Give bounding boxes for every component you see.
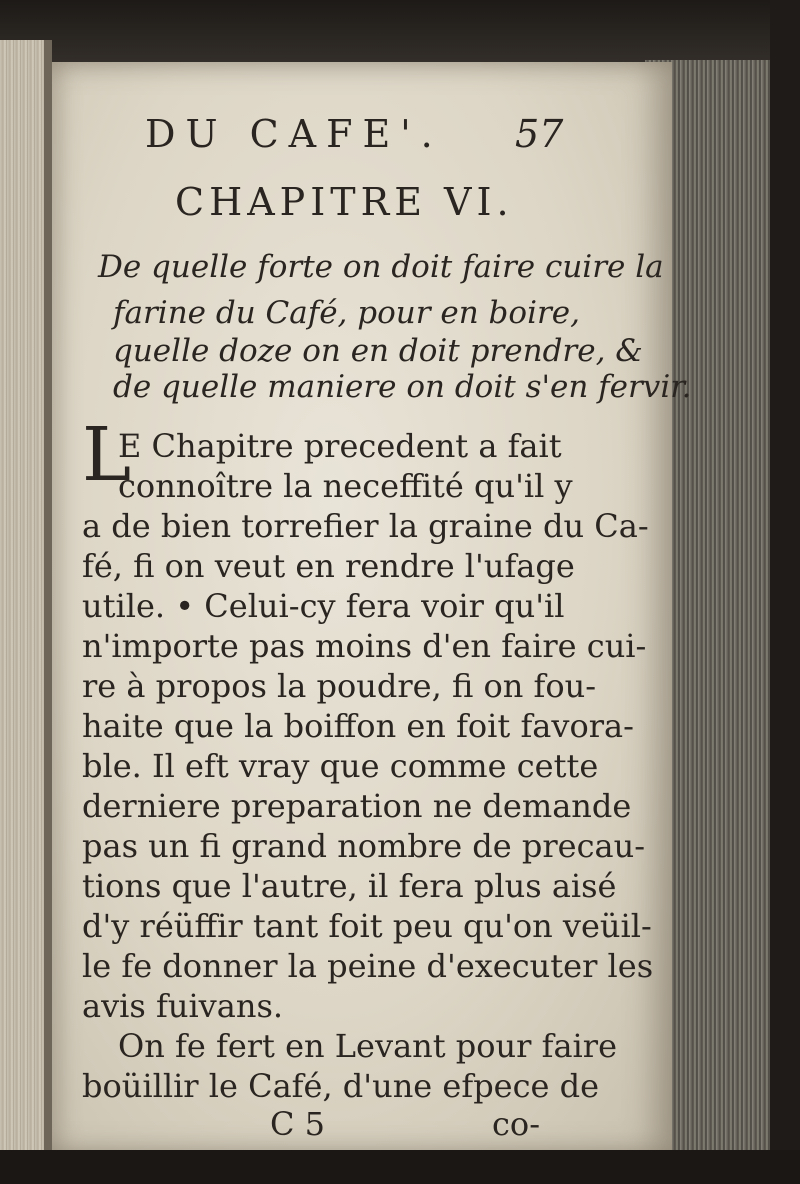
summary-line: De quelle forte on doit faire cuire la [98, 249, 664, 285]
page-number: 57 [515, 112, 564, 156]
body-line: utile. • Celui-cy fera voir qu'il [82, 587, 565, 625]
running-title: DU CAFE'. [145, 112, 443, 156]
signature-mark: C 5 [270, 1105, 326, 1143]
summary-line: farine du Café, pour en boire, [113, 295, 580, 331]
body-line: On fe fert en Levant pour faire [118, 1027, 617, 1065]
catchword: co- [492, 1105, 540, 1143]
body-line: derniere preparation ne demande [82, 787, 632, 825]
body-line: boüillir le Café, d'une efpece de [82, 1067, 600, 1105]
left-page-edges [0, 40, 52, 1160]
background-right [770, 0, 800, 1184]
background-bottom [0, 1150, 800, 1184]
body-line: ble. Il eft vray que comme cette [82, 747, 599, 785]
body-line: tions que l'autre, il fera plus aisé [82, 867, 617, 905]
body-line: n'importe pas moins d'en faire cui- [82, 627, 647, 665]
summary-line: quelle doze on en doit prendre, & [113, 333, 643, 369]
body-line: avis fuivans. [82, 987, 284, 1025]
chapter-title: CHAPITRE VI. [175, 180, 514, 224]
body-line: haite que la boiffon en foit favora- [82, 707, 634, 745]
body-line: fé, fi on veut en rendre l'ufage [82, 547, 575, 585]
body-line: re à propos la poudre, fi on fou- [82, 667, 597, 705]
body-line: pas un fi grand nombre de precau- [82, 827, 646, 865]
summary-line: de quelle maniere on doit s'en fervir. [113, 369, 692, 405]
body-line: le fe donner la peine d'executer les [82, 947, 654, 985]
body-line: a de bien torrefier la graine du Ca- [82, 507, 649, 545]
body-line: d'y réüffir tant foit peu qu'on veüil- [82, 907, 652, 945]
body-line: E Chapitre precedent a fait [118, 427, 562, 465]
drop-cap: L [82, 412, 132, 498]
body-line: connoître la neceffité qu'il y [118, 467, 573, 505]
